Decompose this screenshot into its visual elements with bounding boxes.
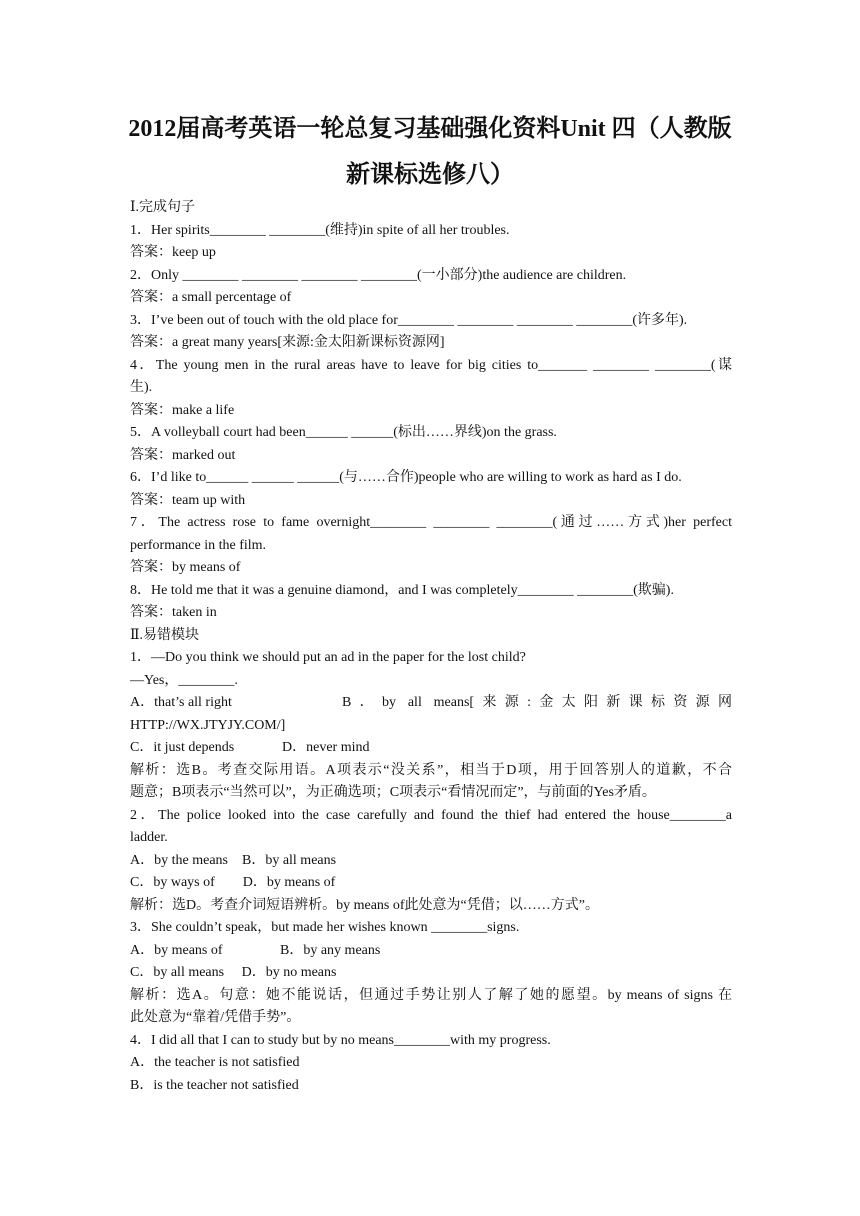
mc-question-2-line1: 2．The police looked into the case carefully and found the thief had entered the house________a <box>130 807 732 823</box>
mc-question-3-options-cd: C．by all means D．by no means <box>130 965 337 980</box>
mc-question-2-line2: ladder. <box>130 830 168 845</box>
question-5: 5．A volleyball court had been______ ______(标出……界线)on the grass. <box>130 425 557 440</box>
option-c: C．it just depends <box>130 740 235 755</box>
answer-6: 答案：team up with <box>130 492 246 508</box>
answer-2: 答案：a small percentage of <box>130 290 292 305</box>
document-body <box>130 197 732 1097</box>
answer-5: 答案：marked out <box>130 447 236 463</box>
option-b: B．by any means <box>280 942 381 958</box>
explanation-3-line2: 此处意为“靠着/凭借手势”。 <box>130 1010 301 1025</box>
answer-1: 答案：keep up <box>130 245 216 260</box>
question-4-line1: 4．The young men in the rural areas have to leave for big cities to_______ ________ ________(谋 <box>130 357 732 373</box>
mc-question-1-line1: 1．—Do you think we should put an ad in the paper for the lost child? <box>130 650 526 665</box>
question-7-line2: performance in the film. <box>130 537 267 553</box>
question-4-line2: 生). <box>130 380 153 395</box>
answer-3: 答案：a great many years[来源:金太阳新课标资源网] <box>130 335 445 350</box>
mc-question-3-options-ab <box>130 940 732 963</box>
answer-4: 答案：make a life <box>130 402 235 418</box>
section-heading-2: Ⅱ.易错模块 <box>130 627 200 643</box>
answer-8: 答案：taken in <box>130 605 217 620</box>
question-6: 6．I’d like to______ ______ ______(与……合作)people who are willing to work as hard as I do. <box>130 470 682 485</box>
answer-7: 答案：by means of <box>130 560 241 575</box>
explanation-2: 解析：选D。考查介词短语辨析。by means of此处意为“凭借；以……方式”。 <box>130 897 599 913</box>
question-3: 3．I’ve been out of touch with the old place for________ ________ ________ ________(许多年). <box>130 312 688 328</box>
mc-question-4-option-b: B．is the teacher not satisfied <box>130 1077 299 1093</box>
question-8: 8．He told me that it was a genuine diamond，and I was completely________ ________(欺骗). <box>130 582 674 598</box>
question-1: 1．Her spirits________ ________(维持)in spite of all her troubles. <box>130 222 510 238</box>
option-a: A．by means of <box>130 942 223 958</box>
mc-question-1-line2: —Yes，________. <box>130 672 238 688</box>
option-a: A．that’s all right <box>130 695 232 710</box>
option-b-continued: HTTP://WX.JTYJY.COM/] <box>130 717 286 733</box>
explanation-1-line2: 题意；B项表示“当然可以”，为正确选项；C项表示“看情况而定”，与前面的Yes矛盾。 <box>130 785 656 800</box>
mc-question-4-option-a: A．the teacher is not satisfied <box>130 1055 300 1070</box>
mc-question-4: 4．I did all that I can to study but by no means________with my progress. <box>130 1032 551 1048</box>
mc-question-2-options-ab: A．by the means B．by all means <box>130 852 337 868</box>
question-2: 2．Only ________ ________ ________ ________(一小部分)the audience are children. <box>130 267 627 283</box>
option-b: B．by all means[来源:金太阳新课标资源网 <box>342 695 732 710</box>
document-title-line2: 新课标选修八） <box>346 162 514 188</box>
mc-question-1-options-ab <box>130 692 732 715</box>
mc-question-2-options-cd: C．by ways of D．by means of <box>130 875 336 890</box>
mc-question-1-options-cd <box>130 737 732 760</box>
question-7-line1: 7．The actress rose to fame overnight________ ________ ________(通过……方式)her perfect <box>130 515 732 530</box>
explanation-1-line1: 解析：选B。考查交际用语。A项表示“没关系”，相当于D项，用于回答别人的道歉，不合 <box>130 762 732 778</box>
mc-question-3: 3．She couldn’t speak，but made her wishes known ________signs. <box>130 920 520 935</box>
explanation-3-line1: 解析：选A。句意：她不能说话，但通过手势让别人了解了她的愿望。by means of signs 在 <box>130 987 732 1003</box>
option-d: D．never mind <box>282 740 370 755</box>
section-heading-1: Ⅰ.完成句子 <box>130 200 196 215</box>
document-title-line1: 2012届高考英语一轮总复习基础强化资料Unit 四（人教版 <box>128 116 732 142</box>
